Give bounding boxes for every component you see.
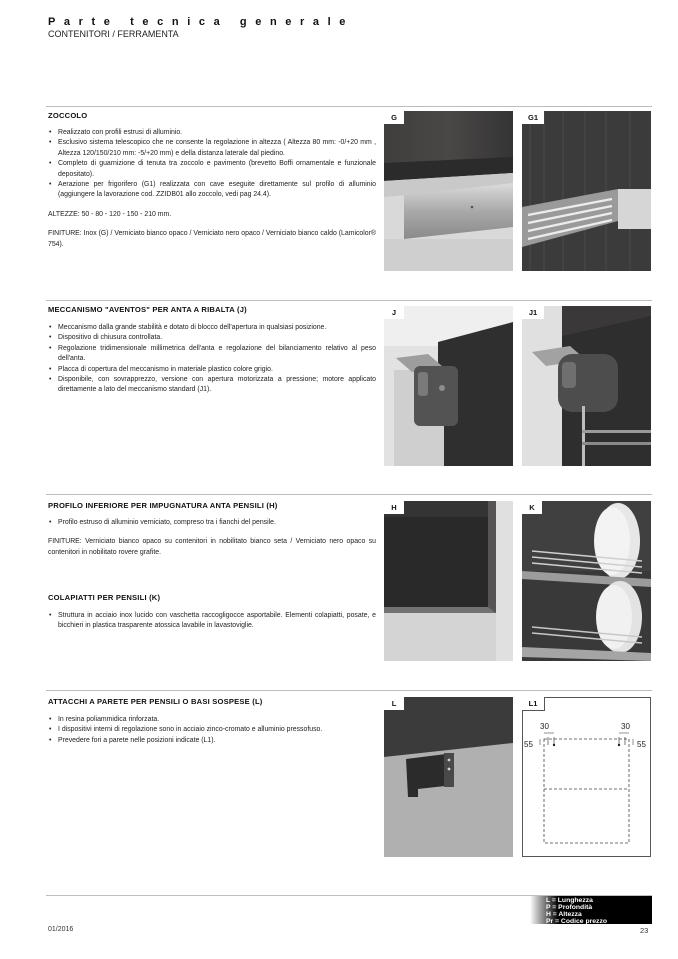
zoccolo-g1-illustration	[522, 111, 651, 271]
zoccolo-bullet: • Esclusivo sistema telescopico che ne consente la regolazione in altezza ( Altezza 80 mm: -0/+20 mm , Altezza 120/150/210 mm: -5/+20 mm) e della distanza laterale dal piedino.	[48, 138, 376, 159]
profilo-finiture: FINITURE: Verniciato bianco opaco su contenitori in nobilitato bianco seta / Verniciato nero opaco su contenitori in nobilitato rovere grafite.	[48, 538, 376, 556]
zoccolo-bullet: • Completo di guarnizione di tenuta tra zoccolo e pavimento (brevetto Boffi ornamentale e funzionale depositato).	[48, 159, 376, 180]
section-title-zoccolo: ZOCCOLO	[48, 111, 88, 120]
profilo-bullet: • Profilo estruso di alluminio verniciato, compreso tra i fianchi del pensile.	[48, 518, 376, 528]
photo-colapiatti-k	[522, 501, 651, 661]
attacchi-l-illustration	[384, 697, 513, 857]
attacchi-bullet: • In resina poliammidica rinforzata.	[48, 715, 376, 725]
section-title-colapiatti: COLAPIATTI PER PENSILI (K)	[48, 593, 161, 602]
photo-attacchi-l	[384, 697, 513, 857]
photo-label-k: K	[522, 501, 542, 514]
colapiatti-bullet: • Struttura in acciaio inox lucido con vaschetta raccogligocce asportabile. Elementi colapiatti, posate, e bicchieri in plastica trasparente atossica lavabile in lavastoviglie.	[48, 611, 376, 632]
photo-zoccolo-g	[384, 111, 513, 271]
photo-label-g1: G1	[522, 111, 544, 124]
dim-side-right: 55	[637, 740, 646, 749]
dim-top-left: 30	[540, 722, 549, 731]
footer-date: 01/2016	[48, 926, 74, 933]
section-divider	[46, 106, 652, 107]
attacchi-bullet: • Prevedere fori a parete nelle posizioni indicate (L1).	[48, 736, 376, 746]
profilo-text	[48, 518, 376, 558]
page-header-title: Parte tecnica generale	[48, 16, 354, 28]
section-divider	[46, 690, 652, 691]
page-number: 23	[640, 926, 649, 935]
profilo-h-illustration	[384, 501, 513, 661]
aventos-bullet: • Meccanismo dalla grande stabilità e dotato di blocco dell'apertura in qualsiasi posizione.	[48, 323, 376, 333]
aventos-text	[48, 323, 376, 396]
section-title-aventos: MECCANISMO "AVENTOS" PER ANTA A RIBALTA (J)	[48, 305, 247, 314]
photo-zoccolo-g1	[522, 111, 651, 271]
legend-item: H = Altezza	[546, 911, 582, 918]
legend-box	[510, 896, 652, 924]
attacchi-text	[48, 715, 376, 746]
photo-label-h: H	[384, 501, 404, 514]
legend-item: Pr = Codice prezzo	[546, 918, 607, 925]
aventos-bullet: • Disponibile, con sovrapprezzo, versione con apertura motorizzata a pressione; motore applicato direttamente a lato del meccanismo standard (J1).	[48, 375, 376, 396]
dim-side-left: 55	[524, 740, 533, 749]
section-divider	[46, 300, 652, 301]
section-title-profilo: PROFILO INFERIORE PER IMPUGNATURA ANTA PENSILI (H)	[48, 501, 278, 510]
aventos-bullet: • Placca di copertura del meccanismo in materiale plastico colore grigio.	[48, 365, 376, 375]
zoccolo-bullet: • Realizzato con profili estrusi di alluminio.	[48, 128, 376, 138]
zoccolo-text	[48, 128, 376, 250]
page-header-subtitle: CONTENITORI / FERRAMENTA	[48, 29, 179, 39]
aventos-j-illustration	[384, 306, 513, 466]
zoccolo-g-illustration	[384, 111, 513, 271]
section-divider	[46, 494, 652, 495]
legend-item: L = Lunghezza	[546, 897, 593, 904]
aventos-bullet: • Dispositivo di chiusura controllata.	[48, 333, 376, 343]
zoccolo-finiture: FINITURE: Inox (G) / Verniciato bianco opaco / Verniciato nero opaco / Verniciato bianco caldo (Lamicolor® 754).	[48, 230, 376, 248]
attacchi-bullet: • I dispositivi interni di regolazione sono in acciaio zinco-cromato e alluminio pressofuso.	[48, 725, 376, 735]
legend-item: P = Profondità	[546, 904, 593, 911]
photo-label-l: L	[384, 697, 404, 710]
photo-label-g: G	[384, 111, 404, 124]
zoccolo-altezze: ALTEZZE: 50 - 80 - 120 - 150 - 210 mm.	[48, 210, 172, 218]
photo-aventos-j	[384, 306, 513, 466]
colapiatti-k-illustration	[522, 501, 651, 661]
photo-label-l1: L1	[522, 697, 545, 711]
l1-technical-drawing	[522, 697, 651, 857]
photo-label-j1: J1	[522, 306, 544, 319]
aventos-bullet: • Regolazione tridimensionale millimetrica dell'anta e regolazione del bilanciamento relativo al peso dell'anta.	[48, 344, 376, 365]
zoccolo-bullet: • Aerazione per frigorifero (G1) realizzata con cave eseguite direttamente sul profilo di alluminio (aggiungere la lavorazione cod. ZZIDB01 allo zoccolo, vedi pag 24.4).	[48, 180, 376, 201]
photo-profilo-h	[384, 501, 513, 661]
colapiatti-text	[48, 611, 376, 632]
photo-label-j: J	[384, 306, 404, 319]
section-title-attacchi: ATTACCHI A PARETE PER PENSILI O BASI SOSPESE (L)	[48, 697, 263, 706]
photo-aventos-j1	[522, 306, 651, 466]
drawing-attacchi-l1	[522, 697, 651, 857]
dim-top-right: 30	[621, 722, 630, 731]
aventos-j1-illustration	[522, 306, 651, 466]
